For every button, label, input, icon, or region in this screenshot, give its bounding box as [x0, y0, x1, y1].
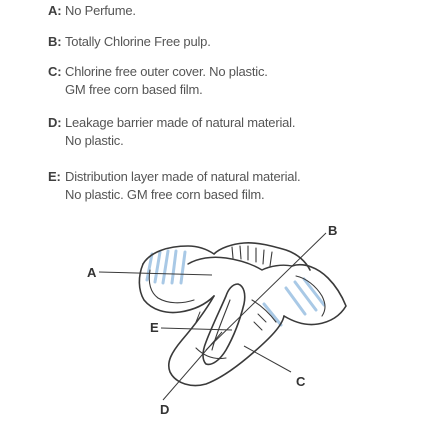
leader-line-c — [244, 346, 291, 372]
leader-line-e — [161, 328, 232, 330]
callout-c: C — [296, 374, 306, 389]
legend-letter-a: A: — [48, 3, 62, 18]
absorbent-core-outline — [203, 284, 245, 364]
legend-text-d-line-2: No plastic. — [65, 133, 124, 148]
waistband-inner-outline — [188, 257, 292, 270]
legend-letter-c: C: — [48, 64, 62, 79]
callout-a: A — [87, 265, 97, 280]
legend-text-c-line-1: Chlorine free outer cover. No plastic. — [65, 64, 268, 79]
callout-d: D — [160, 402, 170, 417]
legend-text-e-line-1: Distribution layer made of natural material. — [65, 169, 301, 184]
leader-lines — [99, 233, 326, 400]
legend-text-c-line-2: GM free corn based film. — [65, 82, 203, 97]
accent-hatching — [147, 251, 324, 325]
legend-text-e-line-2: No plastic. GM free corn based film. — [65, 187, 265, 202]
legend-letter-e: E: — [48, 169, 61, 184]
callout-e: E — [150, 320, 159, 335]
legend-text-b-line-1: Totally Chlorine Free pulp. — [65, 34, 211, 49]
legend-text-d-line-1: Leakage barrier made of natural material. — [65, 115, 296, 130]
callout-b: B — [328, 223, 338, 238]
legend-letter-d: D: — [48, 115, 62, 130]
leader-line-d — [163, 332, 222, 400]
fold-ridges — [196, 312, 266, 330]
legend-text-a-line-1: No Perfume. — [65, 3, 136, 18]
legend-letter-b: B: — [48, 34, 62, 49]
waistband-ridges — [232, 246, 272, 266]
leader-line-b — [206, 233, 326, 350]
